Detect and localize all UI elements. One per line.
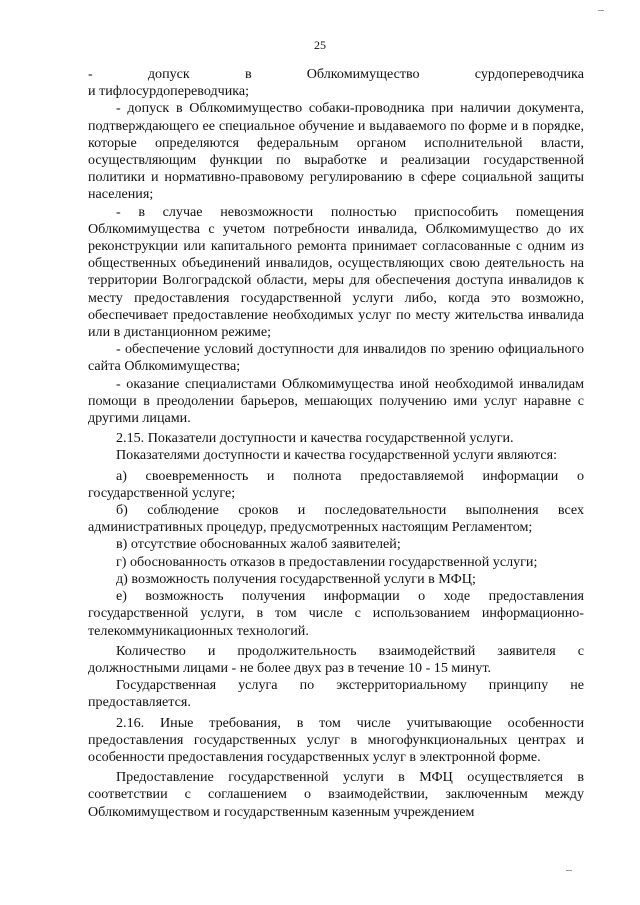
- paragraph-extraterritorial: Государственная услуга по экстерриториальному принципу не предоставляется.: [88, 677, 584, 711]
- scan-mark-bottom: [566, 870, 572, 871]
- list-item-v: в) отсутствие обоснованных жалоб заявителей;: [116, 536, 401, 553]
- paragraph-website-accessibility: - обеспечение условий доступности для инвалидов по зрению официального сайта Облкомимущества;: [88, 341, 584, 375]
- document-body: [88, 66, 584, 821]
- paragraph-mfc-provision: Предоставление государственной услуги в МФЦ осуществляется в соответствии с соглашением о взаимодействии, заключенным между Облкомимуществом и государственным казенным учреждением: [88, 769, 584, 820]
- paragraph-guide-dog: - допуск в Облкомимущество собаки-проводника при наличии документа, подтверждающего ее специальное обучение и выдаваемого по форме и в порядке, которые определяются федеральным органом исполнительной власти, осуществляющим функции по выработке и реализации государственной политики и нормативно-правовому регулированию в сфере социальной защиты населения;: [88, 100, 584, 203]
- paragraph-indicators-intro: Показателями доступности и качества государственной услуги являются:: [116, 447, 558, 464]
- section-heading-2-15: 2.15. Показатели доступности и качества государственной услуги.: [116, 430, 514, 447]
- paragraph-staff-assistance: - оказание специалистами Облкомимущества иной необходимой инвалидам помощи в преодолении барьеров, мешающих получению ими услуг наравне с другими лицами.: [88, 375, 584, 427]
- list-item-a: а) своевременность и полнота предоставляемой информации о государственной услуге;: [88, 467, 584, 501]
- paragraph-sign-interpreter: - допуск в Облкомимущество сурдопереводчика и тифлосурдопереводчика;: [88, 66, 584, 100]
- page-number: 25: [314, 38, 326, 52]
- section-heading-2-16: 2.16. Иные требования, в том числе учитывающие особенности предоставления государственных услуг в многофункциональных центрах и особенности предоставления государственных услуг в электронной форме.: [88, 714, 584, 765]
- scan-mark-top: [598, 10, 604, 11]
- paragraph-interactions-count: Количество и продолжительность взаимодействий заявителя с должностными лицами - не более двух раз в течение 10 - 15 минут.: [88, 642, 584, 676]
- list-item-g: г) обоснованность отказов в предоставлении государственной услуги;: [116, 553, 538, 570]
- list-item-b: б) соблюдение сроков и последовательности выполнения всех административных процедур, предусмотренных настоящим Регламентом;: [88, 502, 584, 536]
- list-item-d: д) возможность получения государственной услуги в МФЦ;: [116, 570, 476, 587]
- paragraph-premises-adaptation: - в случае невозможности полностью приспособить помещения Облкомимущества с учетом потребности инвалида, Облкомимущество до их реконструкции или капитального ремонта принимает согласованные с одним из общественных объединений инвалидов, осуществляющих свою деятельность на территории Волгоградской области, меры для обеспечения доступа инвалидов к месту предоставления государственной услуги либо, когда это возможно, обеспечивает предоставление необходимых услуг по месту жительства инвалида или в дистанционном режиме;: [88, 203, 584, 341]
- paragraph-lead-line: - допуск в Облкомимущество сурдопереводчика: [88, 66, 584, 82]
- list-item-e: е) возможность получения информации о ходе предоставления государственной услуги, в том числе с использованием информационно-телекоммуникационных технологий.: [88, 588, 584, 639]
